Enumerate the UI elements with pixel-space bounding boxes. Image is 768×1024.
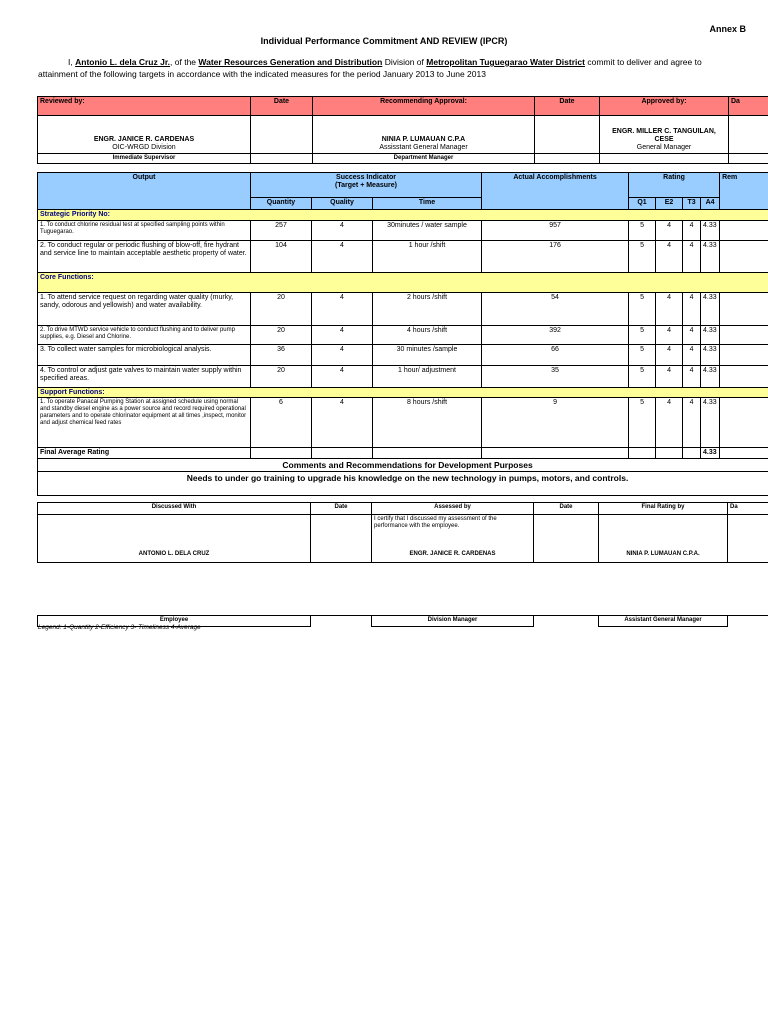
date-cell [251, 116, 313, 154]
actual-cell: 392 [482, 326, 629, 345]
final-rater-signature-name: NINIA P. LUMAUAN C.P.A. [599, 515, 728, 563]
rating-legend: Legend: 1-Quantity 2-Efficiency 3- Timeliness 4-Average [38, 624, 201, 631]
commitment-statement [38, 56, 766, 80]
a4-cell: 4.33 [701, 326, 720, 345]
quality-cell: 4 [312, 345, 373, 366]
remarks-cell [720, 326, 768, 345]
employee-label: Employee [38, 616, 311, 627]
quantity-cell: 20 [251, 326, 312, 345]
approval-table [37, 96, 768, 164]
agm-label: Assistant General Manager [599, 616, 728, 627]
intro-text: , of the [170, 57, 197, 67]
t3-cell: 4 [683, 241, 701, 273]
remarks-cell [720, 366, 768, 388]
table-row [38, 366, 768, 388]
intro-text: attainment of the following targets in accordance with the indicated measures for the period January 2013 to June 2013 [38, 69, 486, 79]
output-cell: 1. To operate Panacal Pumping Station at assigned schedule using normal and standby diesel engine as a power source and record required operational parameters and to operate chlorinator equipment at all times ,inspect, monitor and adjust chemical feed rates [38, 398, 251, 448]
reviewer-role: Immediate Supervisor [38, 154, 251, 164]
t3-header: T3 [683, 198, 701, 210]
a4-cell: 4.33 [701, 366, 720, 388]
employee-signature-name: ANTONIO L. DELA CRUZ [38, 515, 311, 563]
empty-cell [251, 154, 313, 164]
date-header: Date [251, 97, 313, 116]
empty-cell [312, 448, 373, 459]
a4-cell: 4.33 [701, 241, 720, 273]
success-indicator-header [251, 173, 482, 198]
table-row [38, 221, 768, 241]
time-cell: 4 hours /shift [373, 326, 482, 345]
e2-cell: 4 [656, 293, 683, 326]
time-cell: 30minutes / water sample [373, 221, 482, 241]
certification-text: I certify that I discussed my assessment of the performance with the employee. [374, 516, 497, 529]
q1-cell: 5 [629, 345, 656, 366]
quantity-cell: 104 [251, 241, 312, 273]
reviewer-position: OIC-WRGD Division [112, 144, 176, 151]
empty-cell [311, 616, 372, 627]
output-cell: 2. To conduct regular or periodic flushing of blow-off, fire hydrant and service line to maintain acceptable aesthetic property of water. [38, 241, 251, 273]
empty-cell [311, 515, 372, 563]
remarks-cell [720, 241, 768, 273]
empty-cell [251, 448, 312, 459]
output-cell: 3. To collect water samples for microbiological analysis. [38, 345, 251, 366]
quality-cell: 4 [312, 326, 373, 345]
employee-name: Antonio L. dela Cruz Jr. [75, 57, 171, 67]
division-name: Water Resources Generation and Distribution [198, 57, 383, 67]
comments-text: Needs to under go training to upgrade his knowledge on the new technology in pumps, motors, and controls. [38, 472, 768, 496]
discussed-with-header: Discussed With [38, 503, 311, 515]
intro-text: I, [68, 57, 73, 67]
final-average-value: 4.33 [701, 448, 720, 459]
table-row [38, 241, 768, 273]
quantity-cell: 257 [251, 221, 312, 241]
date-cell [535, 116, 600, 154]
table-row [38, 326, 768, 345]
approved-by-header: Approved by: [600, 97, 729, 116]
quantity-cell: 20 [251, 293, 312, 326]
empty-cell [683, 448, 701, 459]
approver-position: General Manager [636, 144, 692, 151]
empty-cell [535, 154, 600, 164]
rating-header: Rating [629, 173, 720, 198]
date-header: Date [535, 97, 600, 116]
remarks-header: Rem [720, 173, 768, 210]
empty-cell [600, 154, 729, 164]
final-average-label: Final Average Rating [38, 448, 251, 459]
time-cell: 1 hour /shift [373, 241, 482, 273]
empty-cell [729, 154, 768, 164]
actual-cell: 9 [482, 398, 629, 448]
empty-cell [656, 448, 683, 459]
a4-cell: 4.33 [701, 221, 720, 241]
a4-cell: 4.33 [701, 293, 720, 326]
actual-cell: 176 [482, 241, 629, 273]
date-header: Da [728, 503, 768, 515]
output-cell: 1. To attend service request on regarding water quality (murky, sandy, odorous and yellowish) and water availability. [38, 293, 251, 326]
success-indicator-title: Success Indicator [336, 174, 396, 181]
t3-cell: 4 [683, 326, 701, 345]
recommender-position: Assisstant General Manager [379, 144, 468, 151]
empty-cell [482, 448, 629, 459]
table-row [38, 293, 768, 326]
e2-cell: 4 [656, 241, 683, 273]
e2-header: E2 [656, 198, 683, 210]
quantity-header: Quantity [251, 198, 312, 210]
remarks-cell [720, 398, 768, 448]
remarks-cell [720, 293, 768, 326]
q1-cell: 5 [629, 326, 656, 345]
a4-header: A4 [701, 198, 720, 210]
quantity-cell: 36 [251, 345, 312, 366]
intro-text: Division of [384, 57, 424, 67]
time-header: Time [373, 198, 482, 210]
q1-cell: 5 [629, 398, 656, 448]
section-core: Core Functions: [38, 273, 768, 293]
time-cell: 30 minutes /sample [373, 345, 482, 366]
output-cell: 4. To control or adjust gate valves to maintain water supply within specified areas. [38, 366, 251, 388]
section-strategic: Strategic Priority No: [38, 210, 768, 221]
quality-cell: 4 [312, 241, 373, 273]
actual-cell: 66 [482, 345, 629, 366]
remarks-cell [720, 221, 768, 241]
date-header: Date [311, 503, 372, 515]
q1-cell: 5 [629, 366, 656, 388]
e2-cell: 4 [656, 366, 683, 388]
comments-title: Comments and Recommendations for Development Purposes [38, 459, 768, 472]
final-rating-by-header: Final Rating by [599, 503, 728, 515]
empty-cell [373, 448, 482, 459]
output-header: Output [38, 173, 251, 210]
quality-header: Quality [312, 198, 373, 210]
date-header: Da [729, 97, 768, 116]
quality-cell: 4 [312, 366, 373, 388]
division-manager-label: Division Manager [372, 616, 534, 627]
e2-cell: 4 [656, 326, 683, 345]
section-support: Support Functions: [38, 388, 768, 398]
approver-name: ENGR. MILLER C. TANGUILAN, CESE [612, 128, 716, 143]
empty-cell [720, 448, 768, 459]
quantity-cell: 20 [251, 366, 312, 388]
e2-cell: 4 [656, 221, 683, 241]
actual-accomplishments-header: Actual Accomplishments [482, 173, 629, 210]
recommender-cell [313, 116, 535, 154]
document-title: Individual Performance Commitment AND REVIEW (IPCR) [260, 36, 508, 46]
t3-cell: 4 [683, 345, 701, 366]
table-row [38, 398, 768, 448]
ipcr-table [37, 172, 768, 496]
quantity-cell: 6 [251, 398, 312, 448]
assessor-signature-name: ENGR. JANICE R. CARDENAS [409, 551, 496, 557]
quality-cell: 4 [312, 221, 373, 241]
reviewer-name: ENGR. JANICE R. CARDENAS [93, 136, 195, 143]
empty-cell [728, 515, 768, 563]
assessed-by-header: Assessed by [372, 503, 534, 515]
q1-cell: 5 [629, 293, 656, 326]
empty-cell [534, 616, 599, 627]
recommender-name: NINIA P. LUMAUAN C.P.A [381, 136, 466, 143]
reviewed-by-header: Reviewed by: [38, 97, 251, 116]
reviewer-cell [38, 116, 251, 154]
t3-cell: 4 [683, 221, 701, 241]
empty-cell [629, 448, 656, 459]
a4-cell: 4.33 [701, 345, 720, 366]
quality-cell: 4 [312, 293, 373, 326]
time-cell: 8 hours /shift [373, 398, 482, 448]
empty-cell [534, 515, 599, 563]
signoff-table [37, 502, 768, 563]
approver-cell [600, 116, 729, 154]
output-cell: 2. To drive MTWD service vehicle to conduct flushing and to deliver pump supplies, e.g. Diesel and Chlorine. [38, 326, 251, 345]
output-cell: 1. To conduct chlorine residual test at specified sampling points within Tuguegarao. [38, 221, 251, 241]
recommending-header: Recommending Approval: [313, 97, 535, 116]
q1-cell: 5 [629, 241, 656, 273]
a4-cell: 4.33 [701, 398, 720, 448]
t3-cell: 4 [683, 293, 701, 326]
success-indicator-subtitle: (Target + Measure) [335, 182, 397, 189]
assessor-cell [372, 515, 534, 563]
actual-cell: 54 [482, 293, 629, 326]
actual-cell: 35 [482, 366, 629, 388]
q1-header: Q1 [629, 198, 656, 210]
e2-cell: 4 [656, 398, 683, 448]
q1-cell: 5 [629, 221, 656, 241]
recommender-role: Department Manager [313, 154, 535, 164]
intro-text: commit to deliver and agree to [587, 57, 702, 67]
annex-label: Annex B [709, 24, 746, 34]
actual-cell: 957 [482, 221, 629, 241]
t3-cell: 4 [683, 398, 701, 448]
empty-cell [728, 616, 768, 627]
district-name: Metropolitan Tuguegarao Water District [426, 57, 585, 67]
quality-cell: 4 [312, 398, 373, 448]
e2-cell: 4 [656, 345, 683, 366]
remarks-cell [720, 345, 768, 366]
date-cell [729, 116, 768, 154]
table-row [38, 345, 768, 366]
t3-cell: 4 [683, 366, 701, 388]
date-header: Date [534, 503, 599, 515]
time-cell: 1 hour/ adjustment [373, 366, 482, 388]
time-cell: 2 hours /shift [373, 293, 482, 326]
